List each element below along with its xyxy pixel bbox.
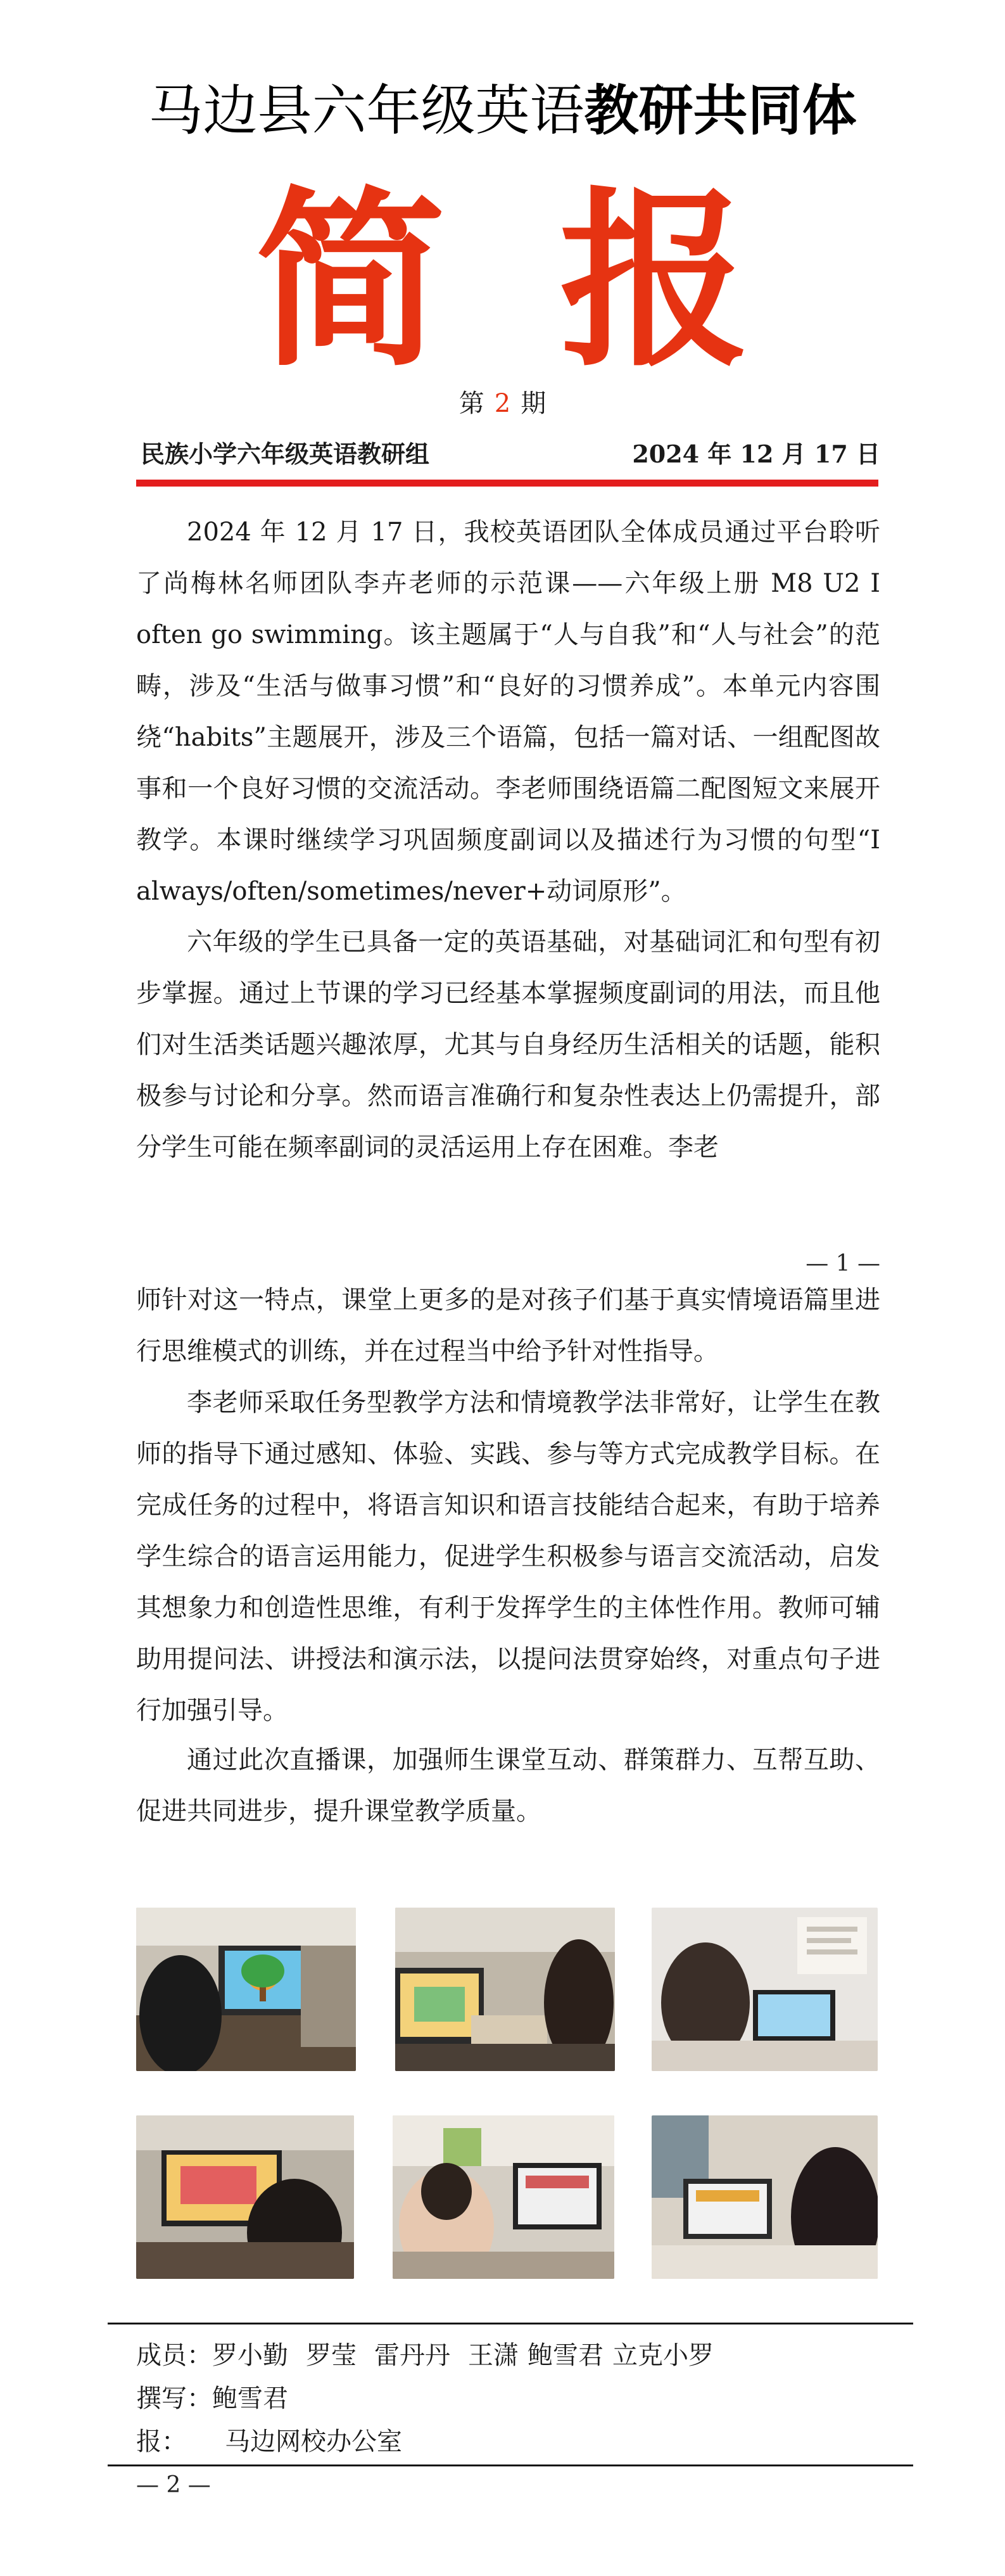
members-label: 成员： [136,2341,212,2370]
member-name: 王潇 [468,2341,519,2370]
footer-members [136,2338,714,2373]
page-number-1: — 1 — [806,1251,880,1277]
issue-number: 2 [494,389,511,418]
issue-line [0,388,1005,419]
classroom-photo-6 [652,2115,878,2279]
paragraph-4: 李老师采取任务型教学方法和情境教学法非常好，让学生在教师的指导下通过感知、体验、实践、参与等方式完成教学目标。在完成任务的过程中，将语言知识和语言技能结合起来，有助于培养学生综合的语言运用能力，促进学生积极参与语言交流活动，启发其想象力和创造性思维，有利于发挥学生的主体性作用。教师可辅助用提问法、讲授法和演示法，以提问法贯穿始终，对重点句子进行加强引导。 [136,1388,880,1725]
org-name: 民族小学六年级英语教研组 [141,440,430,468]
footer-report [136,2424,402,2459]
issue-date: 2024 年 12 月 17 日 [632,440,880,468]
header-title-prefix: 马边县六年级英语 [148,79,585,143]
classroom-photo-2 [395,1908,615,2071]
writer-name: 鲍雪君 [212,2384,288,2413]
newsletter-main-title: 简报 [255,171,864,392]
member-name: 雷丹丹 [374,2341,450,2370]
member-name: 立克小罗 [612,2341,714,2370]
header-title-bold: 教研共同体 [584,79,857,143]
paragraph-1: 2024 年 12 月 17 日，我校英语团队全体成员通过平台聆听了尚梅林名师团队李卉老师的示范课——六年级上册 M8 U2 I often go swimming。该主题属于“人与自我”和“人与社会”的范畴，涉及“生活与做事习惯”和“良好的习惯养成”。本单元内容围绕“habits”主题展开，涉及三个语篇，包括一篇对话、一组配图故事和一个良好习惯的交流活动。李老师围绕语篇二配图短文来展开教学。本课时继续学习巩固频度副词以及描述行为习惯的句型“I always/often/sometimes/never+动词原形”。 [136,518,880,906]
report-recipient: 马边网校办公室 [225,2427,402,2456]
paragraph-3: 师针对这一特点，课堂上更多的是对孩子们基于真实情境语篇里进行思维模式的训练，并在过程当中给予针对性指导。 [136,1285,880,1366]
footer-top-rule [108,2323,913,2324]
classroom-photo-1 [136,1908,356,2071]
newsletter-header-title [0,76,1005,146]
issue-suffix: 期 [521,389,547,418]
paragraph-2: 六年级的学生已具备一定的英语基础，对基础词汇和句型有初步掌握。通过上节课的学习已经基本掌握频度副词的用法，而且他们对生活类话题兴趣浓厚，尤其与自身经历生活相关的话题，能积极参与讨论和分享。然而语言准确行和复杂性表达上仍需提升，部分学生可能在频率副词的灵活运用上存在困难。李老 [136,928,880,1162]
writer-label: 撰写： [136,2384,212,2413]
classroom-photo-4 [136,2115,354,2279]
paragraph-5: 通过此次直播课，加强师生课堂互动、群策群力、互帮互助、促进共同进步，提升课堂教学质量。 [136,1745,880,1826]
report-label: 报： [136,2427,187,2456]
classroom-photo-3 [652,1908,878,2071]
member-name: 鲍雪君 [528,2341,604,2370]
member-name: 罗莹 [306,2341,357,2370]
classroom-photo-5 [393,2115,614,2279]
issue-prefix: 第 [458,389,484,418]
footer-bottom-rule [108,2464,913,2466]
member-name: 罗小勤 [212,2341,288,2370]
footer-writer [136,2381,288,2416]
red-divider [136,480,878,487]
page-number-2: — 2 — [136,2472,211,2498]
